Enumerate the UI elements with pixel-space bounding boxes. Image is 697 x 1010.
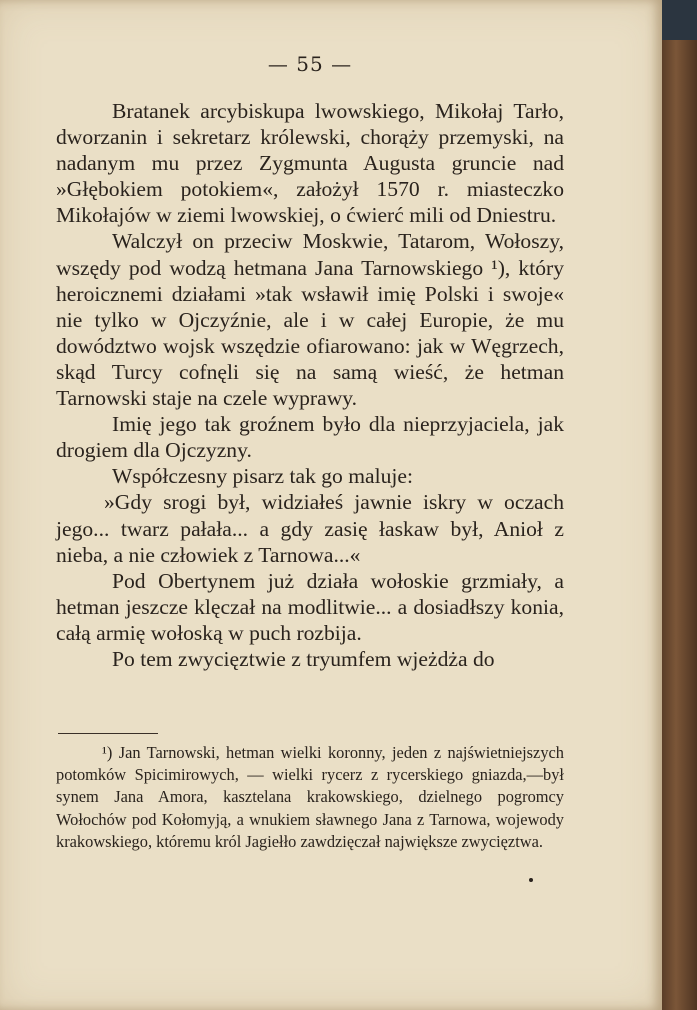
paragraph: Po tem zwycięztwie z tryumfem wjeżdża do [112, 646, 495, 671]
page-number: — 55 — [267, 52, 353, 76]
book-binding-edge [662, 0, 697, 1010]
footnote-divider [58, 733, 158, 734]
ink-speck [529, 878, 533, 882]
paragraph: Walczył on przeciw Moskwie, Tatarom, Wołoszy, wszędy pod wodzą hetmana Jana Tarnowskiego ¹), który heroicznemi działami »tak wsławił imię Polski i swoje« nie tylko w Ojczyźnie, ale i w całej Europie, że mu dowództwo wojsk wszędzie ofiarowano: jak w Węgrzech, skąd Turcy cofnęli się na samą wieść, że hetman Tarnowski staje na czele wyprawy. [56, 229, 564, 411]
paragraph: Imię jego tak groźnem było dla nieprzyjaciela, jak drogiem dla Ojczyzny. [56, 412, 564, 463]
quotation-paragraph: »Gdy srogi był, widziałeś jawnie iskry w oczach jego... twarz pałała... a gdy zasię łaskaw był, Anioł z nieba, a nie człowiek z Tarnowa...« [56, 490, 564, 567]
paragraph: Bratanek arcybiskupa lwowskiego, Mikołaj Tarło, dworzanin i sekretarz królewski, chorąży przemyski, na nadanym mu przez Zygmunta Augusta gruncie nad »Głębokiem potokiem«, założył 1570 r. miasteczko Mikołajów w ziemi lwowskiej, o ćwierć mili od Dniestru. [56, 99, 564, 228]
paragraph: Pod Obertynem już działa wołoskie grzmiały, a hetman jeszcze klęczał na modlitwie... a dosiadłszy konia, całą armię wołoską w puch rozbija. [56, 568, 564, 645]
footnote-text: ¹) Jan Tarnowski, hetman wielki koronny, jeden z najświetniejszych potomków Spicimirowych, — wielki rycerz z rycerskiego gniazda,—był synem Jana Amora, kasztelana krakowskiego, dzielnego pogromcy Wołochów pod Kołomyją, a wnukiem sławnego Jana z Tarnowa, wojewody krakowskiego, któremu król Jagiełło zawdzięczał największe zwycięztwa. [56, 743, 564, 851]
main-text [56, 98, 564, 672]
paragraph: Współczesny pisarz tak go maluje: [112, 464, 414, 489]
footnote [56, 742, 564, 853]
